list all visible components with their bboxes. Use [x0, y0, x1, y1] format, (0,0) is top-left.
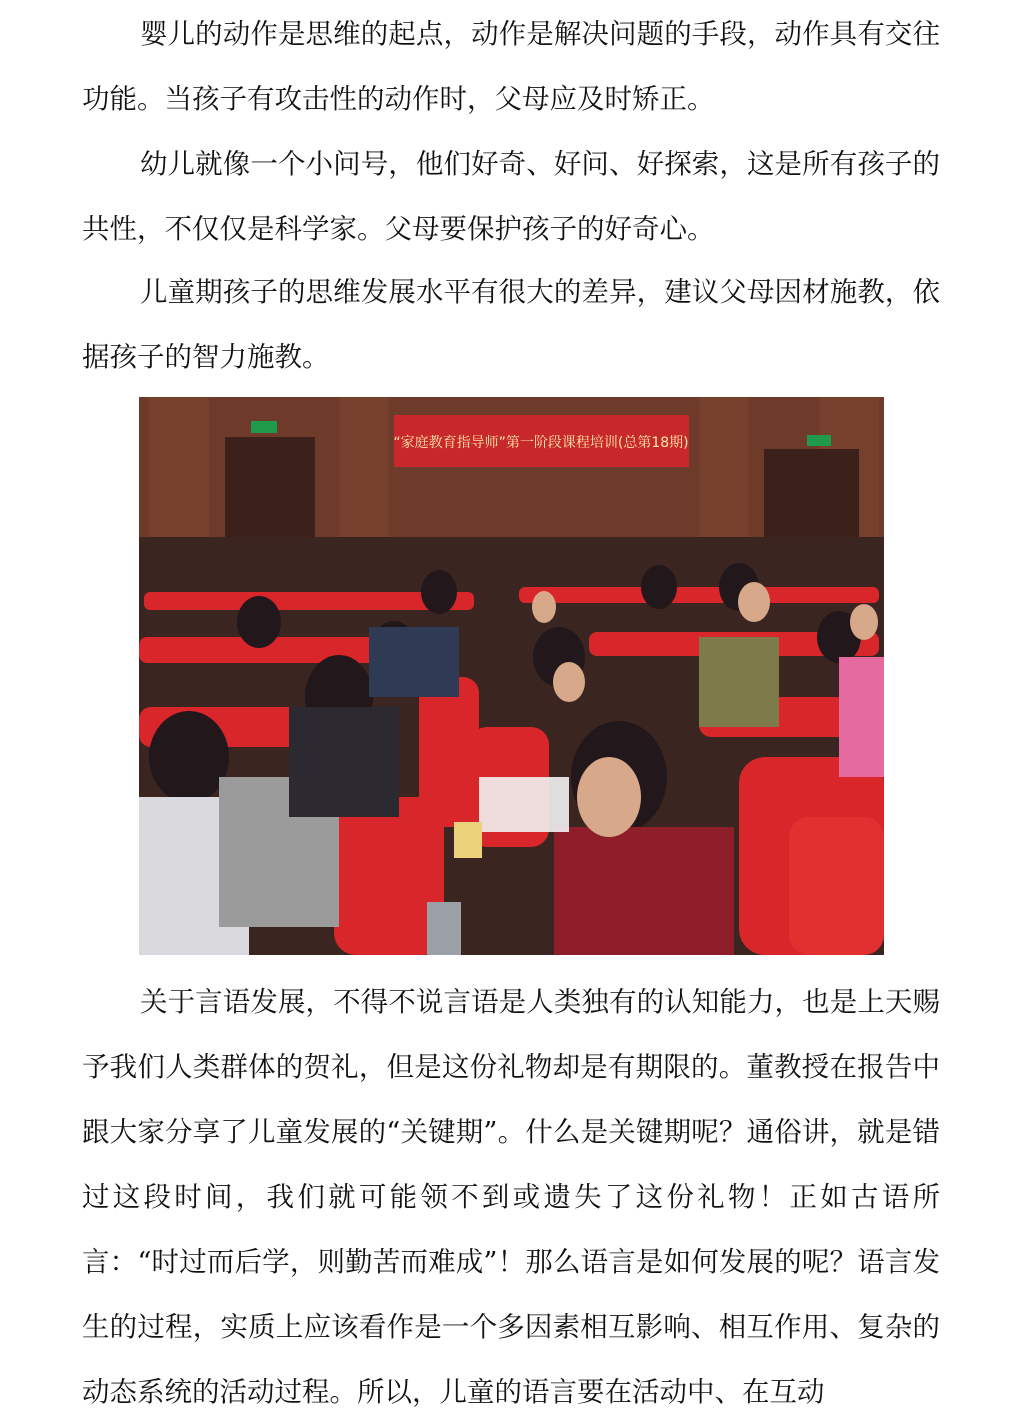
- paragraph-2: 幼儿就像一个小问号，他们好奇、好问、好探索，这是所有孩子的共性，不仅仅是科学家。父母要保护孩子的好奇心。: [82, 148, 940, 245]
- paragraph-3: 儿童期孩子的思维发展水平有很大的差异，建议父母因材施教，依据孩子的智力施教。: [82, 276, 940, 373]
- banner-text: “家庭教育指导师”第一阶段课程培训(总第18期): [393, 435, 689, 451]
- classroom-photo: [139, 397, 884, 955]
- paragraph-1: 婴儿的动作是思维的起点，动作是解决问题的手段，动作具有交往功能。当孩子有攻击性的动作时，父母应及时矫正。: [82, 18, 940, 115]
- paragraph-4: 关于言语发展，不得不说言语是人类独有的认知能力，也是上天赐予我们人类群体的贺礼，但是这份礼物却是有期限的。董教授在报告中跟大家分享了儿童发展的“关键期”。什么是关键期呢？通俗讲，就是错过这段时间，我们就可能领不到或遗失了这份礼物！正如古语所言：“时过而后学，则勤苦而难成”！那么语言是如何发展的呢？语言发生的过程，实质上应该看作是一个多因素相互影响、相互作用、复杂的动态系统的活动过程。所以，儿童的语言要在活动中、在互动: [82, 986, 940, 1408]
- exit-sign-right: [807, 435, 831, 446]
- exit-sign-left: [251, 421, 277, 433]
